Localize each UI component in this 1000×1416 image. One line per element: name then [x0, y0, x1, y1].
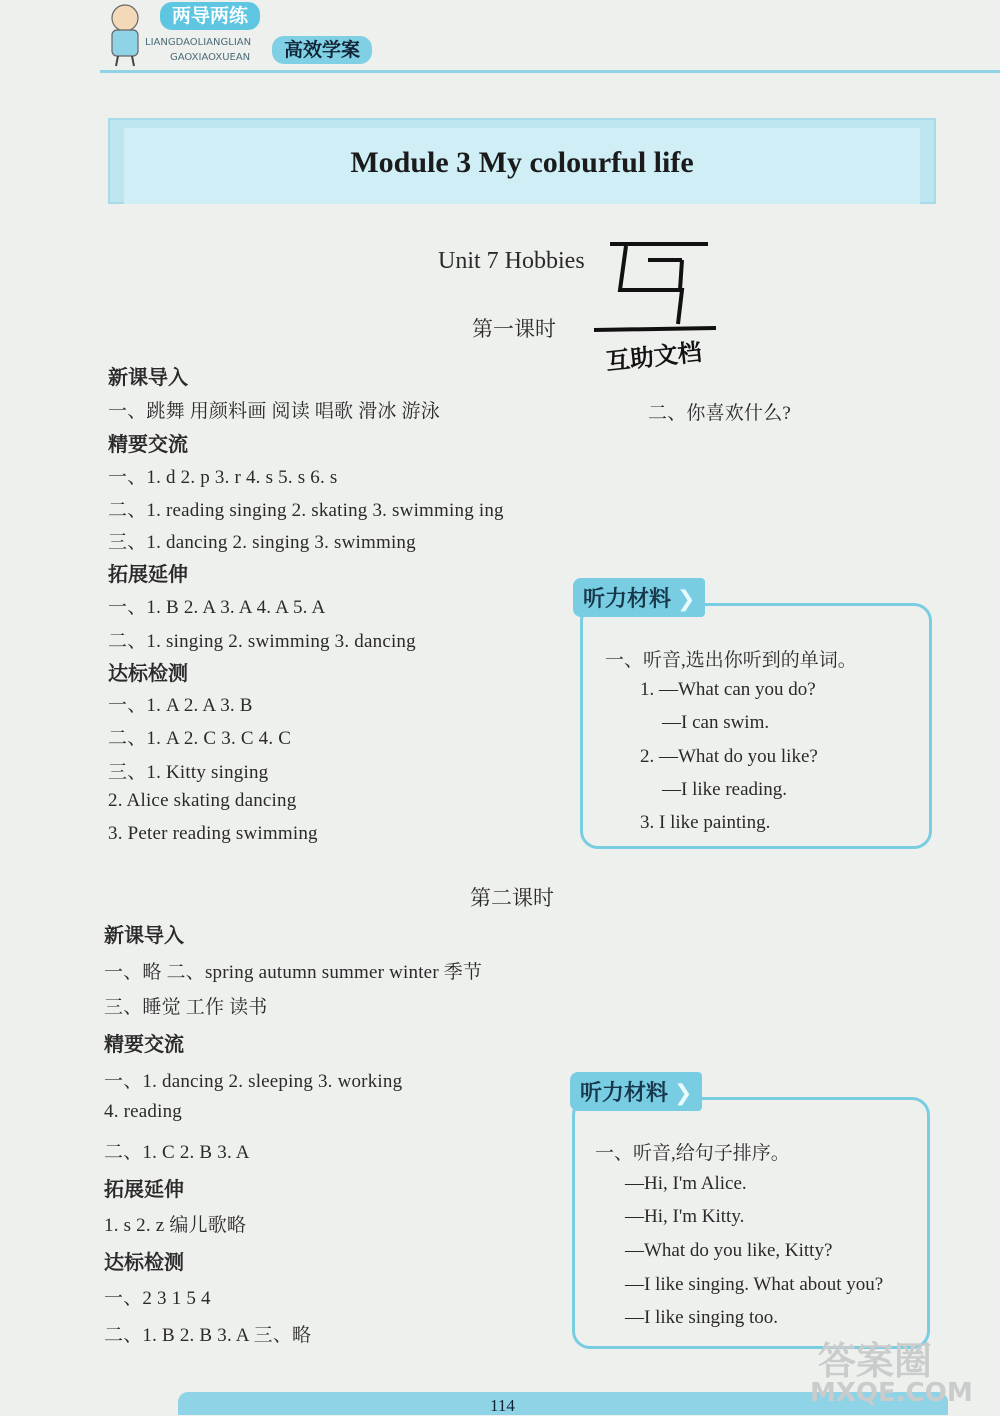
answer-line: 二、1. singing 2. swimming 3. dancing [108, 631, 416, 652]
answer-line: 二、1. C 2. B 3. A [104, 1142, 250, 1163]
page-number: 114 [490, 1396, 515, 1415]
side-question: 二、你喜欢什么? [648, 403, 792, 424]
answer-line: 二、1. B 2. B 3. A 三、略 [104, 1325, 312, 1346]
lesson2-title: 第二课时 [470, 886, 554, 910]
section-heading: 新课导入 [108, 365, 188, 389]
hu-watermark-icon [590, 232, 730, 332]
series-title: 两导两练 [160, 2, 260, 30]
section-heading: 拓展延伸 [108, 562, 188, 586]
chevron-right-icon: ❯ [677, 587, 696, 612]
unit-title: Unit 7 Hobbies [438, 248, 585, 274]
corner-watermark-en: MXQE.COM [810, 1378, 973, 1408]
header-rule [100, 70, 1000, 73]
answer-line: 一、1. dancing 2. sleeping 3. working [104, 1071, 403, 1092]
listening-line: —Hi, I'm Kitty. [625, 1206, 745, 1227]
pinyin-line-1: LIANGDAOLIANGLIAN [145, 37, 252, 48]
header-mascot [100, 2, 150, 68]
listening-line: —I can swim. [662, 712, 770, 733]
answer-line: 一、跳舞 用颜料画 阅读 唱歌 滑冰 游泳 [108, 401, 440, 422]
answer-line: 三、睡觉 工作 读书 [104, 997, 268, 1018]
answer-line: 2. Alice skating dancing [108, 790, 297, 811]
answer-line: 一、1. B 2. A 3. A 4. A 5. A [108, 597, 326, 618]
answer-line: 二、1. reading singing 2. skating 3. swimming ing [108, 500, 504, 521]
answer-line: 一、略 二、spring autumn summer winter 季节 [104, 962, 483, 983]
listening-line: —I like reading. [662, 779, 788, 800]
listening-line: 1. —What can you do? [640, 679, 816, 700]
pinyin-line-2: GAOXIAOXUEAN [170, 52, 251, 63]
listening-tab-label: 听力材料 [583, 587, 672, 612]
lesson1-title: 第一课时 [472, 317, 556, 341]
listening-tab-1 [573, 578, 705, 617]
answer-line: 3. Peter reading swimming [108, 823, 318, 844]
section-heading: 拓展延伸 [104, 1177, 184, 1201]
listening-line: —What do you like, Kitty? [625, 1240, 833, 1261]
corner-watermark-cn: 答案圈 [818, 1339, 933, 1383]
answer-line: 一、1. A 2. A 3. B [108, 695, 253, 716]
listening-line: —Hi, I'm Alice. [625, 1173, 747, 1194]
answer-line: 三、1. Kitty singing [108, 762, 269, 783]
answer-line: 1. s 2. z 编儿歌略 [104, 1215, 247, 1236]
chevron-right-icon: ❯ [674, 1081, 693, 1106]
watermark-text: 互助文档 [604, 337, 704, 376]
listening-line: 一、听音,选出你听到的单词。 [605, 650, 857, 671]
listening-line: —I like singing. What about you? [625, 1274, 884, 1295]
section-heading: 新课导入 [104, 923, 184, 947]
listening-line: 一、听音,给句子排序。 [595, 1143, 790, 1164]
section-heading: 精要交流 [104, 1032, 184, 1056]
listening-tab-label: 听力材料 [580, 1081, 669, 1106]
listening-line: 2. —What do you like? [640, 746, 818, 767]
answer-line: 二、1. A 2. C 3. C 4. C [108, 728, 292, 749]
answer-line: 三、1. dancing 2. singing 3. swimming [108, 532, 416, 553]
answer-line: 4. reading [104, 1101, 182, 1122]
answer-line: 一、1. d 2. p 3. r 4. s 5. s 6. s [108, 467, 338, 488]
header-subtitle: 高效学案 [272, 36, 372, 64]
section-heading: 达标检测 [104, 1250, 184, 1274]
module-title: Module 3 My colourful life [350, 146, 694, 179]
answer-line: 一、2 3 1 5 4 [104, 1288, 211, 1309]
listening-line: 3. I like painting. [640, 812, 771, 833]
listening-line: —I like singing too. [625, 1307, 779, 1328]
section-heading: 精要交流 [108, 432, 188, 456]
listening-tab-2 [570, 1072, 702, 1111]
module-banner [108, 118, 936, 204]
section-heading: 达标检测 [108, 661, 188, 685]
